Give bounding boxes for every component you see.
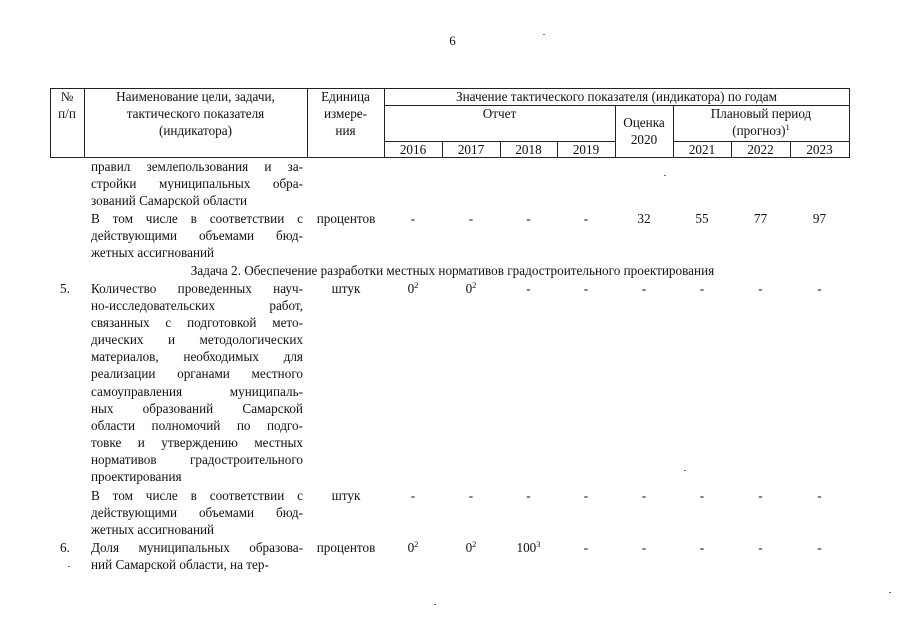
scan-speck [684,470,686,471]
row-5-unit: штук [331,281,361,296]
header-estimate-line2: 2020 [630,132,658,147]
name-line: самоуправления муниципаль- [91,383,303,399]
name-line: действующими объемами бюд- [91,228,303,244]
row-6-val-2019: - [583,540,589,555]
row-5-sub-val-2022: - [758,488,763,503]
header-num-line2: п/п [58,106,76,121]
row-5-val-2021: - [699,281,705,296]
row-6-number: 6. [60,540,70,555]
row-6-val-2023: - [817,540,822,555]
header-plan-line1: Плановый период [710,106,812,121]
header-estimate-line1: Оценка [623,115,665,130]
name-line: области полномочий по подго- [91,417,303,433]
row-5-val-2023: - [817,281,822,296]
page-number: 6 [449,33,456,48]
name-line: товке и утверждению местных [91,434,303,450]
row-5-val-2017: $0^2$ [465,280,477,296]
row-5-val-2018: - [526,281,531,296]
name-line: стройки муниципальных обра- [91,176,303,192]
row-6-val-2022: - [758,540,763,555]
name-line: ных образований Самарской [91,400,303,416]
row-5-sub-val-2016: - [410,488,416,503]
name-line: Количество проведенных науч- [91,281,303,296]
row-5-val-2022: - [758,281,763,296]
name-line: правил землепользования и за- [91,159,303,174]
name-line: действующими объемами бюд- [91,505,303,521]
row-5-sub-val-2017: - [468,488,474,503]
scan-speck [664,175,666,176]
scan-speck [68,566,70,567]
header-values-title: Значение тактического показателя (индикатора) по годам [456,89,777,104]
row-1-name [91,210,303,261]
name-line: жетных ассигнований [91,245,215,261]
scan-speck [543,34,545,35]
header-unit-line3: ния [335,123,356,138]
header-year-2023: 2023 [806,142,833,157]
name-line: ний Самарской области, на тер- [91,557,269,573]
row-1-val-2020: 32 [637,211,651,226]
header-plan-line2: (прогноз)$^1$ [732,122,790,138]
header-unit-line2: измере- [323,106,368,121]
header-year-2018: 2018 [515,142,542,157]
row-5-sub-unit: штук [331,488,361,503]
name-line: дических и методологических [91,332,303,348]
header-name-line3: (индикатора) [158,123,232,138]
name-line: материалов, необходимых для [91,349,303,365]
row-6-val-2016: $0^2$ [407,539,419,555]
row-5-sub-val-2018: - [526,488,531,503]
row-5-sub-val-2020: - [641,488,647,503]
name-line: нормативов градостроительного [91,451,303,467]
row-5-val-2020: - [641,281,647,296]
name-line: В том числе в соответствии с [91,211,303,226]
header-name-line2: тактического показателя [126,106,265,121]
header-year-2016: 2016 [399,142,427,157]
row-continuation-name [91,158,303,209]
row-1-val-2023: 97 [812,211,827,226]
row-5-sub-name [91,487,303,538]
row-6-val-2018: $100^3$ [516,539,541,555]
row-1-unit: процентов [316,211,376,226]
name-line: В том числе в соответствии с [91,488,303,503]
row-1-val-2017: - [468,211,474,226]
name-line: зований Самарской области [91,193,248,209]
header-year-2022: 2022 [747,142,774,157]
header-unit-line1: Единица [321,89,370,104]
name-line: но-исследовательских работ, [91,298,303,314]
row-6-unit: процентов [316,540,376,555]
row-5-sub-val-2023: - [817,488,822,503]
row-1-val-2022: 77 [753,211,768,226]
row-6-val-2021: - [699,540,705,555]
header-name-line1: Наименование цели, задачи, [116,89,275,104]
header-year-2017: 2017 [457,142,485,157]
row-6-val-2020: - [641,540,647,555]
row-1-val-2021: 55 [695,211,709,226]
name-line: проектирования [91,469,182,485]
row-1-val-2018: - [526,211,531,226]
name-line: связанных с подготовкой мето- [91,315,303,331]
row-5-val-2016: $0^2$ [407,280,419,296]
header-report: Отчет [482,106,517,121]
row-6-name [91,539,303,573]
name-line: Доля муниципальных образова- [91,540,303,555]
name-line: реализации органами местного [91,366,303,382]
header-num-line1: № [60,89,74,104]
scan-speck [889,592,891,593]
name-line: жетных ассигнований [91,522,215,538]
row-5-name [91,280,303,485]
row-5-sub-val-2019: - [583,488,589,503]
task-2-heading: Задача 2. Обеспечение разработки местных нормативов градостроительного проектирования [190,263,715,278]
row-1-val-2016: - [410,211,416,226]
scan-speck [434,604,436,605]
row-6-val-2017: $0^2$ [465,539,477,555]
header-year-2021: 2021 [688,142,716,157]
header-year-2019: 2019 [572,142,600,157]
row-5-sub-val-2021: - [699,488,705,503]
row-5-number: 5. [60,281,70,296]
row-1-val-2019: - [583,211,589,226]
row-5-val-2019: - [583,281,589,296]
